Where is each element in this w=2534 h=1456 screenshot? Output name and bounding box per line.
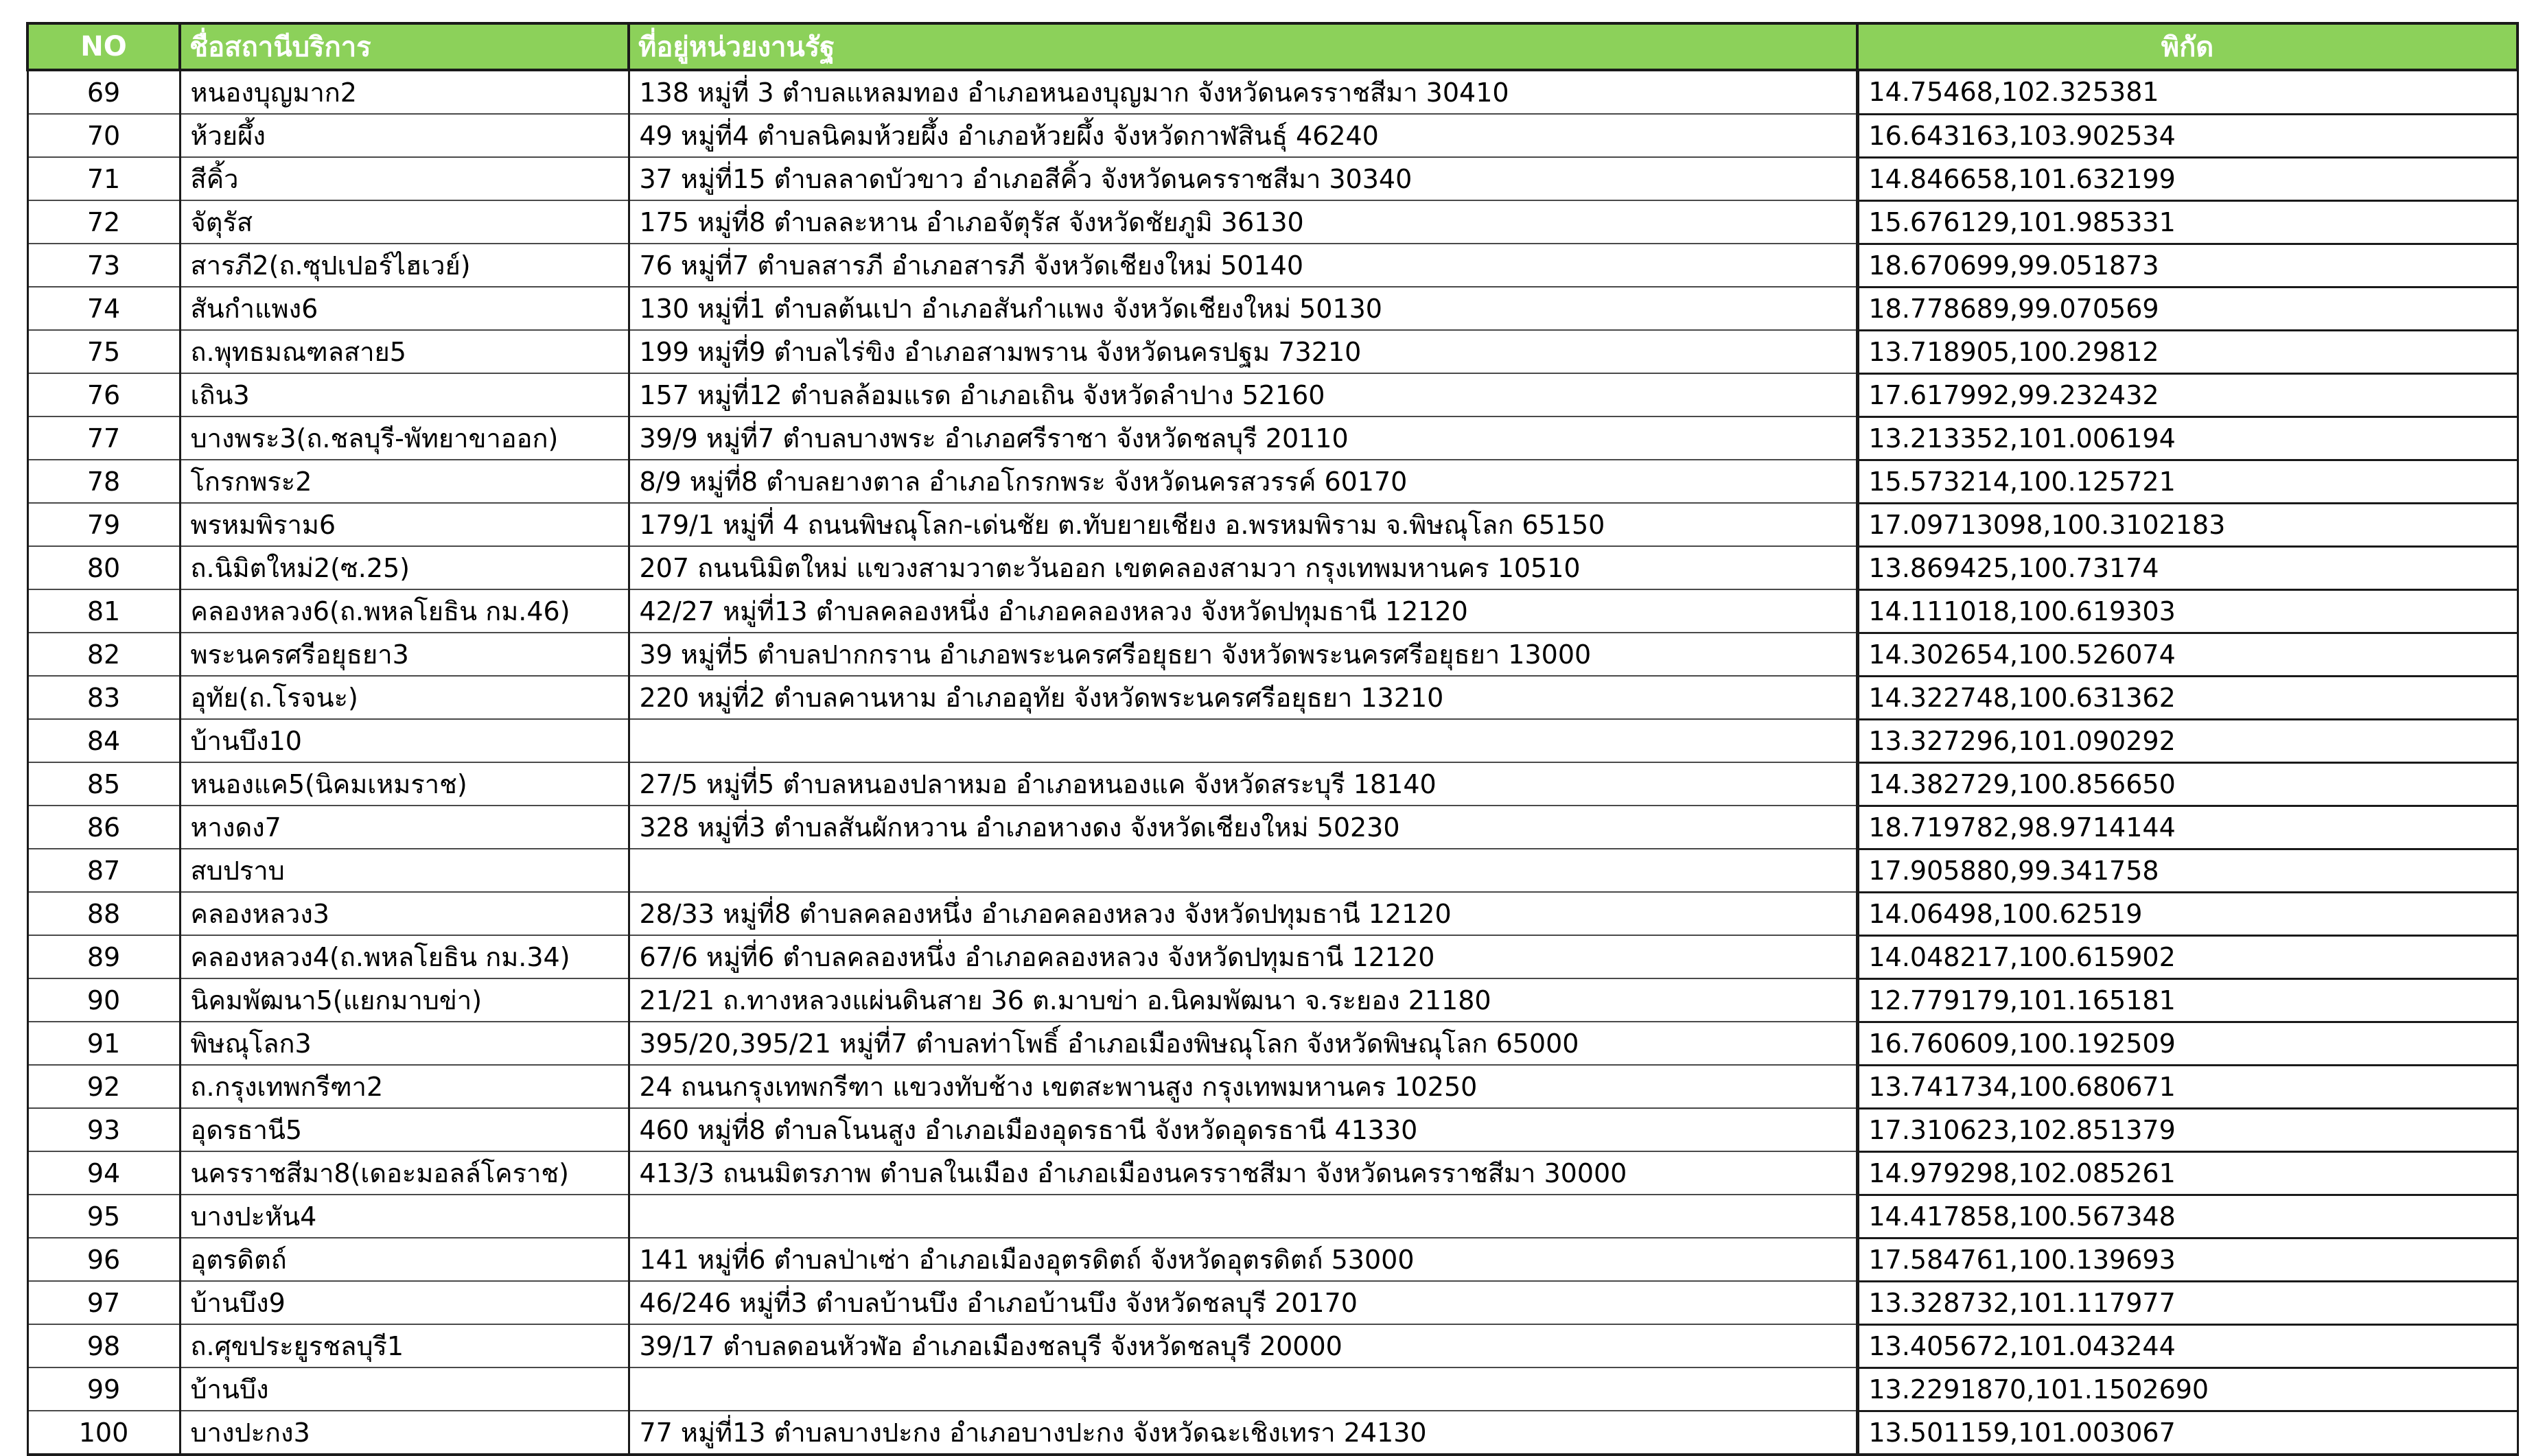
header-coordinates: พิกัด <box>1857 23 2518 70</box>
cell-address: 460 หมู่ที่8 ตำบลโนนสูง อำเภอเมืองอุดรธานี จังหวัดอุดรธานี 41330 <box>629 1108 1857 1151</box>
cell-no: 91 <box>27 1022 180 1065</box>
cell-no: 69 <box>27 70 180 114</box>
cell-coordinates: 14.979298,102.085261 <box>1857 1151 2518 1195</box>
cell-no: 70 <box>27 114 180 157</box>
cell-station-name: คลองหลวง3 <box>180 892 629 935</box>
cell-no: 75 <box>27 330 180 373</box>
cell-coordinates: 14.382729,100.856650 <box>1857 762 2518 806</box>
cell-station-name: หนองแค5(นิคมเหมราช) <box>180 762 629 806</box>
table-row <box>27 373 2518 416</box>
cell-address: 49 หมู่ที่4 ตำบลนิคมห้วยผึ้ง อำเภอห้วยผึ้ง จังหวัดกาฬสินธุ์ 46240 <box>629 114 1857 157</box>
cell-station-name: เถิน3 <box>180 373 629 416</box>
cell-coordinates: 13.741734,100.680671 <box>1857 1065 2518 1108</box>
cell-address <box>629 719 1857 762</box>
table-row <box>27 460 2518 503</box>
cell-address: 220 หมู่ที่2 ตำบลคานหาม อำเภออุทัย จังหวัดพระนครศรีอยุธยา 13210 <box>629 676 1857 719</box>
cell-no: 76 <box>27 373 180 416</box>
cell-no: 100 <box>27 1411 180 1455</box>
table-row <box>27 244 2518 287</box>
cell-station-name: นครราชสีมา8(เดอะมอลล์โคราช) <box>180 1151 629 1195</box>
cell-coordinates: 12.779179,101.165181 <box>1857 978 2518 1022</box>
cell-address: 157 หมู่ที่12 ตำบลล้อมแรด อำเภอเถิน จังหวัดลำปาง 52160 <box>629 373 1857 416</box>
cell-address: 413/3 ถนนมิตรภาพ ตำบลในเมือง อำเภอเมืองนครราชสีมา จังหวัดนครราชสีมา 30000 <box>629 1151 1857 1195</box>
cell-address: 39/17 ตำบลดอนหัวฬ่อ อำเภอเมืองชลบุรี จังหวัดชลบุรี 20000 <box>629 1324 1857 1367</box>
cell-address: 21/21 ถ.ทางหลวงแผ่นดินสาย 36 ต.มาบข่า อ.นิคมพัฒนา จ.ระยอง 21180 <box>629 978 1857 1022</box>
table-row <box>27 762 2518 806</box>
table-body <box>27 70 2518 1455</box>
cell-coordinates: 15.676129,101.985331 <box>1857 200 2518 244</box>
cell-no: 93 <box>27 1108 180 1151</box>
cell-address: 24 ถนนกรุงเทพกรีฑา แขวงทับช้าง เขตสะพานสูง กรุงเทพมหานคร 10250 <box>629 1065 1857 1108</box>
cell-coordinates: 17.310623,102.851379 <box>1857 1108 2518 1151</box>
cell-address: 175 หมู่ที่8 ตำบลละหาน อำเภอจัตุรัส จังหวัดชัยภูมิ 36130 <box>629 200 1857 244</box>
cell-address: 138 หมู่ที่ 3 ตำบลแหลมทอง อำเภอหนองบุญมาก จังหวัดนครราชสีมา 30410 <box>629 70 1857 114</box>
cell-address: 141 หมู่ที่6 ตำบลป่าเซ่า อำเภอเมืองอุตรดิตถ์ จังหวัดอุตรดิตถ์ 53000 <box>629 1238 1857 1281</box>
table-row <box>27 1367 2518 1411</box>
cell-station-name: ถ.กรุงเทพกรีฑา2 <box>180 1065 629 1108</box>
cell-coordinates: 18.719782,98.9714144 <box>1857 806 2518 849</box>
cell-address <box>629 1195 1857 1238</box>
table-row <box>27 546 2518 589</box>
cell-address: 328 หมู่ที่3 ตำบลสันผักหวาน อำเภอหางดง จังหวัดเชียงใหม่ 50230 <box>629 806 1857 849</box>
cell-no: 73 <box>27 244 180 287</box>
table-row <box>27 978 2518 1022</box>
cell-station-name: นิคมพัฒนา5(แยกมาบข่า) <box>180 978 629 1022</box>
table-row <box>27 503 2518 546</box>
cell-no: 85 <box>27 762 180 806</box>
cell-no: 77 <box>27 416 180 460</box>
cell-coordinates: 13.718905,100.29812 <box>1857 330 2518 373</box>
cell-no: 81 <box>27 589 180 633</box>
cell-no: 87 <box>27 849 180 892</box>
cell-coordinates: 13.405672,101.043244 <box>1857 1324 2518 1367</box>
cell-station-name: บางพระ3(ถ.ชลบุรี-พัทยาขาออก) <box>180 416 629 460</box>
table-row <box>27 330 2518 373</box>
cell-station-name: หนองบุญมาก2 <box>180 70 629 114</box>
cell-address: 37 หมู่ที่15 ตำบลลาดบัวขาว อำเภอสีคิ้ว จังหวัดนครราชสีมา 30340 <box>629 157 1857 200</box>
cell-station-name: บางปะกง3 <box>180 1411 629 1455</box>
cell-no: 96 <box>27 1238 180 1281</box>
cell-station-name: สบปราบ <box>180 849 629 892</box>
cell-no: 94 <box>27 1151 180 1195</box>
table-row <box>27 1022 2518 1065</box>
table-row <box>27 1281 2518 1324</box>
table-row <box>27 676 2518 719</box>
cell-station-name: พิษณุโลก3 <box>180 1022 629 1065</box>
header-no: NO <box>27 23 180 70</box>
station-table <box>26 22 2519 1456</box>
cell-address: 179/1 หมู่ที่ 4 ถนนพิษณุโลก-เด่นชัย ต.ทับยายเชียง อ.พรหมพิราม จ.พิษณุโลก 65150 <box>629 503 1857 546</box>
cell-address: 76 หมู่ที่7 ตำบลสารภี อำเภอสารภี จังหวัดเชียงใหม่ 50140 <box>629 244 1857 287</box>
cell-no: 71 <box>27 157 180 200</box>
cell-station-name: พระนครศรีอยุธยา3 <box>180 633 629 676</box>
cell-no: 97 <box>27 1281 180 1324</box>
cell-station-name: สันกำแพง6 <box>180 287 629 330</box>
cell-no: 98 <box>27 1324 180 1367</box>
cell-address: 77 หมู่ที่13 ตำบลบางปะกง อำเภอบางปะกง จังหวัดฉะเชิงเทรา 24130 <box>629 1411 1857 1455</box>
header-station-name: ชื่อสถานีบริการ <box>180 23 629 70</box>
cell-coordinates: 13.327296,101.090292 <box>1857 719 2518 762</box>
cell-no: 78 <box>27 460 180 503</box>
table-row <box>27 1238 2518 1281</box>
cell-coordinates: 14.302654,100.526074 <box>1857 633 2518 676</box>
cell-address <box>629 849 1857 892</box>
cell-coordinates: 16.643163,103.902534 <box>1857 114 2518 157</box>
cell-address: 395/20,395/21 หมู่ที่7 ตำบลท่าโพธิ์ อำเภอเมืองพิษณุโลก จังหวัดพิษณุโลก 65000 <box>629 1022 1857 1065</box>
cell-station-name: ถ.นิมิตใหม่2(ซ.25) <box>180 546 629 589</box>
cell-station-name: จัตุรัส <box>180 200 629 244</box>
cell-address: 27/5 หมู่ที่5 ตำบลหนองปลาหมอ อำเภอหนองแค จังหวัดสระบุรี 18140 <box>629 762 1857 806</box>
table-row <box>27 1151 2518 1195</box>
cell-coordinates: 13.869425,100.73174 <box>1857 546 2518 589</box>
cell-coordinates: 13.213352,101.006194 <box>1857 416 2518 460</box>
cell-coordinates: 13.2291870,101.1502690 <box>1857 1367 2518 1411</box>
table-row <box>27 719 2518 762</box>
cell-station-name: อุตรดิตถ์ <box>180 1238 629 1281</box>
cell-address <box>629 1367 1857 1411</box>
cell-coordinates: 14.048217,100.615902 <box>1857 935 2518 978</box>
table-row <box>27 70 2518 114</box>
cell-station-name: ถ.พุทธมณฑลสาย5 <box>180 330 629 373</box>
table-row <box>27 200 2518 244</box>
cell-station-name: พรหมพิราม6 <box>180 503 629 546</box>
cell-station-name: สารภี2(ถ.ซุปเปอร์ไฮเวย์) <box>180 244 629 287</box>
cell-coordinates: 14.417858,100.567348 <box>1857 1195 2518 1238</box>
cell-station-name: อุทัย(ถ.โรจนะ) <box>180 676 629 719</box>
cell-station-name: ถ.ศุขประยูรชลบุรี1 <box>180 1324 629 1367</box>
cell-coordinates: 14.75468,102.325381 <box>1857 70 2518 114</box>
station-sheet <box>26 22 2516 1456</box>
cell-no: 88 <box>27 892 180 935</box>
cell-no: 83 <box>27 676 180 719</box>
cell-coordinates: 17.584761,100.139693 <box>1857 1238 2518 1281</box>
cell-coordinates: 15.573214,100.125721 <box>1857 460 2518 503</box>
cell-no: 92 <box>27 1065 180 1108</box>
table-row <box>27 114 2518 157</box>
table-row <box>27 589 2518 633</box>
cell-coordinates: 14.111018,100.619303 <box>1857 589 2518 633</box>
cell-no: 82 <box>27 633 180 676</box>
table-row <box>27 849 2518 892</box>
cell-address: 67/6 หมู่ที่6 ตำบลคลองหนึ่ง อำเภอคลองหลวง จังหวัดปทุมธานี 12120 <box>629 935 1857 978</box>
cell-coordinates: 13.501159,101.003067 <box>1857 1411 2518 1455</box>
cell-address: 130 หมู่ที่1 ตำบลต้นเปา อำเภอสันกำแพง จังหวัดเชียงใหม่ 50130 <box>629 287 1857 330</box>
table-row <box>27 157 2518 200</box>
cell-address: 39/9 หมู่ที่7 ตำบลบางพระ อำเภอศรีราชา จังหวัดชลบุรี 20110 <box>629 416 1857 460</box>
cell-coordinates: 18.778689,99.070569 <box>1857 287 2518 330</box>
cell-address: 46/246 หมู่ที่3 ตำบลบ้านบึง อำเภอบ้านบึง จังหวัดชลบุรี 20170 <box>629 1281 1857 1324</box>
cell-address: 39 หมู่ที่5 ตำบลปากกราน อำเภอพระนครศรีอยุธยา จังหวัดพระนครศรีอยุธยา 13000 <box>629 633 1857 676</box>
cell-station-name: บ้านบึง9 <box>180 1281 629 1324</box>
cell-coordinates: 14.322748,100.631362 <box>1857 676 2518 719</box>
cell-station-name: คลองหลวง4(ถ.พหลโยธิน กม.34) <box>180 935 629 978</box>
cell-station-name: คลองหลวง6(ถ.พหลโยธิน กม.46) <box>180 589 629 633</box>
table-row <box>27 1411 2518 1455</box>
table-row <box>27 633 2518 676</box>
cell-no: 89 <box>27 935 180 978</box>
cell-no: 86 <box>27 806 180 849</box>
cell-coordinates: 14.06498,100.62519 <box>1857 892 2518 935</box>
header-address: ที่อยู่หน่วยงานรัฐ <box>629 23 1857 70</box>
table-row <box>27 416 2518 460</box>
cell-address: 42/27 หมู่ที่13 ตำบลคลองหนึ่ง อำเภอคลองหลวง จังหวัดปทุมธานี 12120 <box>629 589 1857 633</box>
cell-coordinates: 17.09713098,100.3102183 <box>1857 503 2518 546</box>
table-row <box>27 287 2518 330</box>
cell-no: 99 <box>27 1367 180 1411</box>
cell-station-name: หางดง7 <box>180 806 629 849</box>
cell-no: 72 <box>27 200 180 244</box>
cell-station-name: บ้านบึง10 <box>180 719 629 762</box>
cell-no: 80 <box>27 546 180 589</box>
table-row <box>27 935 2518 978</box>
cell-station-name: สีคิ้ว <box>180 157 629 200</box>
cell-station-name: บ้านบึง <box>180 1367 629 1411</box>
table-row <box>27 1065 2518 1108</box>
cell-coordinates: 13.328732,101.117977 <box>1857 1281 2518 1324</box>
cell-no: 79 <box>27 503 180 546</box>
cell-no: 95 <box>27 1195 180 1238</box>
cell-station-name: โกรกพระ2 <box>180 460 629 503</box>
table-row <box>27 806 2518 849</box>
cell-coordinates: 17.905880,99.341758 <box>1857 849 2518 892</box>
cell-no: 74 <box>27 287 180 330</box>
cell-coordinates: 14.846658,101.632199 <box>1857 157 2518 200</box>
cell-coordinates: 18.670699,99.051873 <box>1857 244 2518 287</box>
cell-coordinates: 16.760609,100.192509 <box>1857 1022 2518 1065</box>
cell-address: 28/33 หมู่ที่8 ตำบลคลองหนึ่ง อำเภอคลองหลวง จังหวัดปทุมธานี 12120 <box>629 892 1857 935</box>
cell-address: 8/9 หมู่ที่8 ตำบลยางตาล อำเภอโกรกพระ จังหวัดนครสวรรค์ 60170 <box>629 460 1857 503</box>
cell-station-name: ห้วยผึ้ง <box>180 114 629 157</box>
table-row <box>27 1108 2518 1151</box>
cell-station-name: อุดรธานี5 <box>180 1108 629 1151</box>
cell-address: 199 หมู่ที่9 ตำบลไร่ขิง อำเภอสามพราน จังหวัดนครปฐม 73210 <box>629 330 1857 373</box>
table-row <box>27 1195 2518 1238</box>
table-row <box>27 892 2518 935</box>
cell-no: 90 <box>27 978 180 1022</box>
cell-no: 84 <box>27 719 180 762</box>
cell-coordinates: 17.617992,99.232432 <box>1857 373 2518 416</box>
header-row <box>27 23 2518 70</box>
cell-station-name: บางปะหัน4 <box>180 1195 629 1238</box>
cell-address: 207 ถนนนิมิตใหม่ แขวงสามวาตะวันออก เขตคลองสามวา กรุงเทพมหานคร 10510 <box>629 546 1857 589</box>
table-row <box>27 1324 2518 1367</box>
